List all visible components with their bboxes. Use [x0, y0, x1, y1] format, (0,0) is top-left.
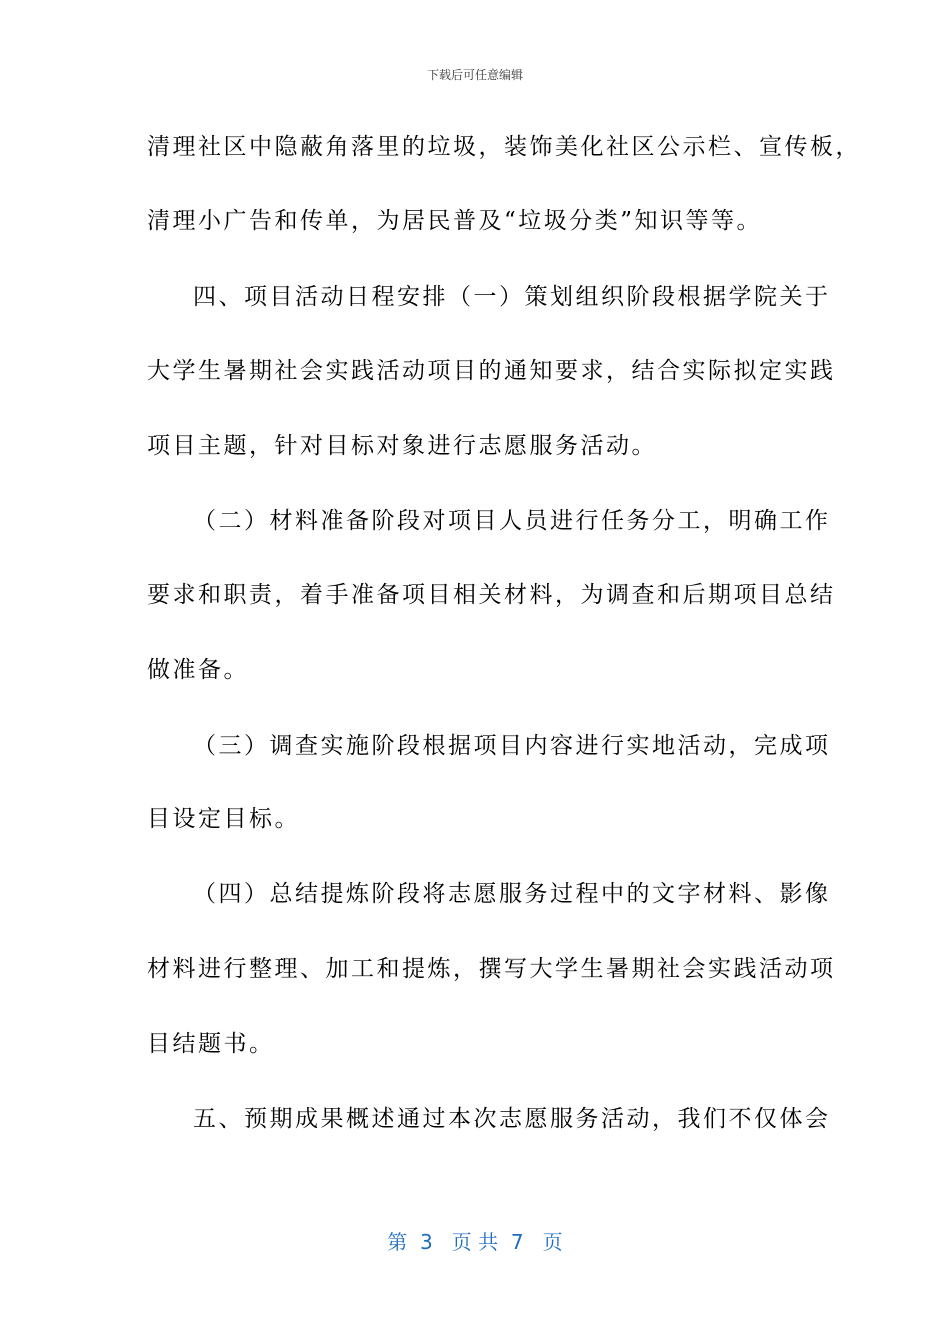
text-line: 大学生暑期社会实践活动项目的通知要求，结合实际拟定实践	[147, 358, 836, 384]
text-line: 清理社区中隐蔽角落里的垃圾，装饰美化社区公示栏、宣传板，	[147, 134, 861, 160]
text-line: 要求和职责，着手准备项目相关材料，为调查和后期项目总结	[147, 582, 836, 608]
page-header: 下载后可任意编辑	[426, 68, 523, 82]
text-line: 做准备。	[147, 657, 249, 683]
text-line: （四）总结提炼阶段将志愿服务过程中的文字材料、影像	[193, 881, 831, 907]
text-line: 清理小广告和传单，为居民普及“垃圾分类”知识等等。	[147, 208, 763, 234]
text-line: 项目主题，针对目标对象进行志愿服务活动。	[147, 433, 657, 459]
page-footer: 第 3 页 共 7 页	[387, 1230, 563, 1254]
text-line: （二）材料准备阶段对项目人员进行任务分工，明确工作	[193, 508, 831, 534]
text-line: 五、预期成果概述通过本次志愿服务活动，我们不仅体会	[193, 1106, 831, 1132]
text-line: （三）调查实施阶段根据项目内容进行实地活动，完成项	[193, 733, 831, 759]
text-line: 材料进行整理、加工和提炼，撰写大学生暑期社会实践活动项	[147, 956, 836, 982]
text-line: 目结题书。	[147, 1031, 275, 1057]
text-line: 目设定目标。	[147, 806, 300, 832]
text-line: 四、项目活动日程安排（一）策划组织阶段根据学院关于	[193, 284, 831, 310]
